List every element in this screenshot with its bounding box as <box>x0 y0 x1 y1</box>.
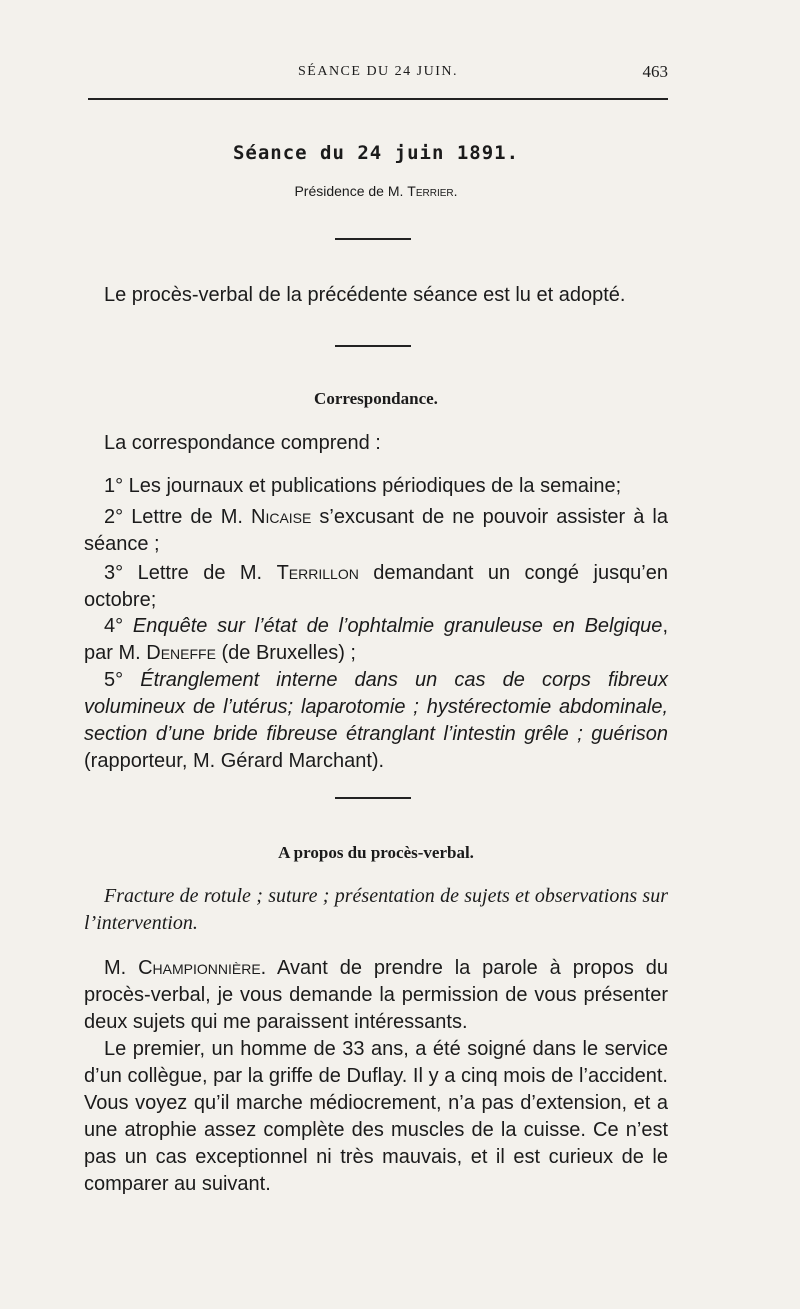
item4-post: (de Bruxelles) ; <box>215 642 356 664</box>
running-head <box>88 64 668 86</box>
section-rule <box>335 797 411 799</box>
paragraph-1-text: Avant de prendre la parole à propos du procès-verbal, je vous demande la permission de vous présenter deux sujets qui me paraissent intéressants. <box>84 957 668 1033</box>
item4-num: 4° <box>104 615 133 637</box>
paragraph-2: Le premier, un homme de 33 ans, a été soigné dans le service d’un collègue, par la griffe de Duflay. Il y a cinq mois de l’accident. Vous voyez qu’il marche médiocrement, n’a pas d’extension, et a une atrophie assez complète des muscles de la cuisse. Ce n’est pas un cas exceptionnel ni très mauvais, et il est curieux de le comparer au suivant. <box>84 1038 668 1195</box>
item3-pre: 3° Lettre de M. <box>104 562 277 584</box>
correspondance-item-1: 1° Les journaux et publications périodiques de la semaine; <box>104 475 622 497</box>
item4-mid: , par M. <box>84 615 668 664</box>
correspondance-item-5 <box>84 667 668 775</box>
item2-post: s’excusant de ne pouvoir assister à la séance ; <box>84 506 669 555</box>
header-rule <box>88 98 668 100</box>
item3-post: demandant un congé jusqu’en octobre; <box>84 562 668 611</box>
presidence-line <box>84 183 668 199</box>
session-title: Séance du 24 juin 1891. <box>232 142 520 164</box>
presidence-prefix: Présidence de M. <box>294 183 408 199</box>
correspondance-item-4 <box>84 613 668 667</box>
item5-post: (rapporteur, M. Gérard Marchant). <box>84 750 385 772</box>
item5-num: 5° <box>104 669 141 691</box>
president-name: Terrier. <box>407 183 458 199</box>
minutes-paragraph: Le procès-verbal de la précédente séance est lu et adopté. <box>104 284 626 306</box>
item3-name: Terrillon <box>276 562 359 584</box>
championniere-paragraph <box>84 955 668 1036</box>
item2-name: Nicaise <box>251 506 312 528</box>
item4-name: Deneffe <box>146 642 216 664</box>
correspondance-intro: La correspondance comprend : <box>104 432 381 454</box>
section-rule <box>335 345 411 347</box>
speaker-name: M. Championnière. <box>104 957 267 979</box>
correspondance-item-3 <box>84 560 668 614</box>
item5-title: Étranglement interne dans un cas de corps fibreux volumineux de l’utérus; laparotomie ; hystérectomie abdominale, section d’une bride fibreuse étranglant l’intestin grêle ; guérison <box>84 669 668 745</box>
running-title: SÉANCE DU 24 JUIN. <box>298 64 458 79</box>
propos-heading: A propos du procès-verbal. <box>278 843 474 862</box>
page-number: 463 <box>642 62 668 81</box>
correspondance-item-2 <box>84 504 668 558</box>
item2-pre: 2° Lettre de M. <box>104 506 251 528</box>
propos-subtitle: Fracture de rotule ; suture ; présentation de sujets et observations sur l’intervention. <box>84 885 668 934</box>
item4-title: Enquête sur l’état de l’ophtalmie granuleuse en Belgique <box>132 615 663 637</box>
correspondance-heading: Correspondance. <box>314 389 438 408</box>
section-rule <box>335 238 411 240</box>
